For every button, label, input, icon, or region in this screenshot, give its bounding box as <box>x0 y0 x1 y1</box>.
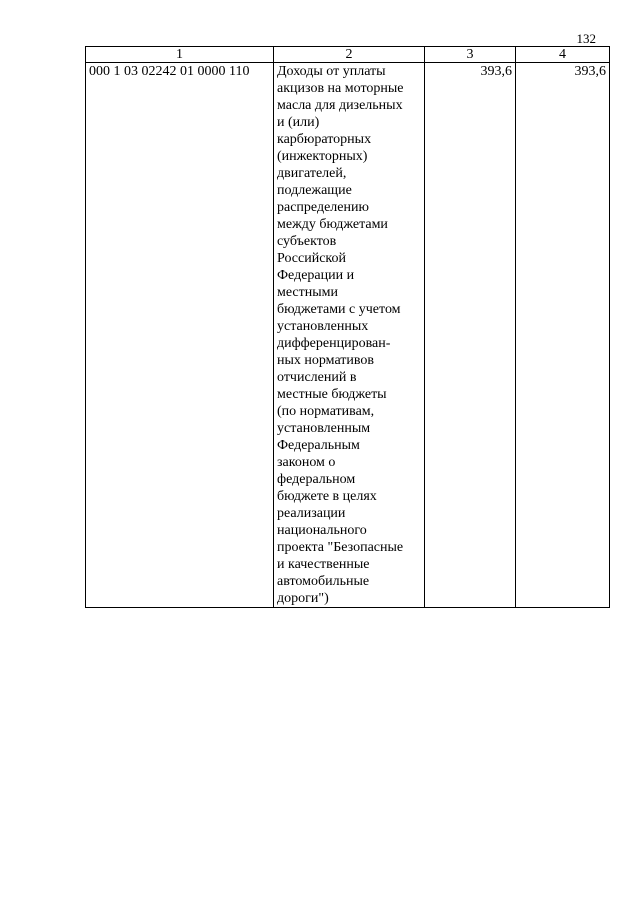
description-line: местными <box>277 285 339 300</box>
budget-table <box>85 46 610 608</box>
column-header-2: 2 <box>274 47 425 63</box>
revenue-description <box>274 63 425 608</box>
description-line: Российской <box>277 251 346 266</box>
description-line: (по нормативам, <box>277 404 375 419</box>
description-line: (инжекторных) <box>277 149 368 164</box>
table-body <box>86 63 610 608</box>
description-line: Федеральным <box>277 438 360 453</box>
header-row <box>86 47 610 63</box>
page-number: 132 <box>576 31 596 46</box>
description-line: и (или) <box>277 115 320 130</box>
description-line: ных нормативов <box>277 353 375 368</box>
description-line: отчислений в <box>277 370 357 385</box>
description-line: федеральном <box>277 472 356 487</box>
description-line: субъектов <box>277 234 337 249</box>
description-line: подлежащие <box>277 183 352 198</box>
description-line: масла для дизельных <box>277 98 403 113</box>
amount-column-3: 393,6 <box>425 63 516 608</box>
description-line: Доходы от уплаты <box>277 64 386 79</box>
description-line: акцизов на моторные <box>277 81 404 96</box>
description-line: распределению <box>277 200 369 215</box>
column-header-3: 3 <box>425 47 516 63</box>
description-line: и качественные <box>277 557 370 572</box>
description-line: реализации <box>277 506 346 521</box>
description-line: установленных <box>277 319 369 334</box>
description-line: бюджетами с учетом <box>277 302 401 317</box>
description-line: между бюджетами <box>277 217 388 232</box>
description-line: автомобильные <box>277 574 370 589</box>
description-line: Федерации и <box>277 268 355 283</box>
description-line: двигателей, <box>277 166 347 181</box>
description-line: местные бюджеты <box>277 387 387 402</box>
description-line: установленным <box>277 421 371 436</box>
table-header <box>86 47 610 63</box>
column-header-1: 1 <box>86 47 274 63</box>
budget-classification-code: 000 1 03 02242 01 0000 110 <box>86 63 274 608</box>
description-line: проекта "Безопасные <box>277 540 404 555</box>
amount-column-4: 393,6 <box>516 63 610 608</box>
description-line: карбюраторных <box>277 132 372 147</box>
description-line: национального <box>277 523 367 538</box>
description-line: бюджете в целях <box>277 489 377 504</box>
table-row <box>86 63 610 608</box>
description-line: законом о <box>277 455 336 470</box>
description-line: дифференцирован- <box>277 336 391 351</box>
column-header-4: 4 <box>516 47 610 63</box>
description-line: дороги") <box>277 591 329 606</box>
